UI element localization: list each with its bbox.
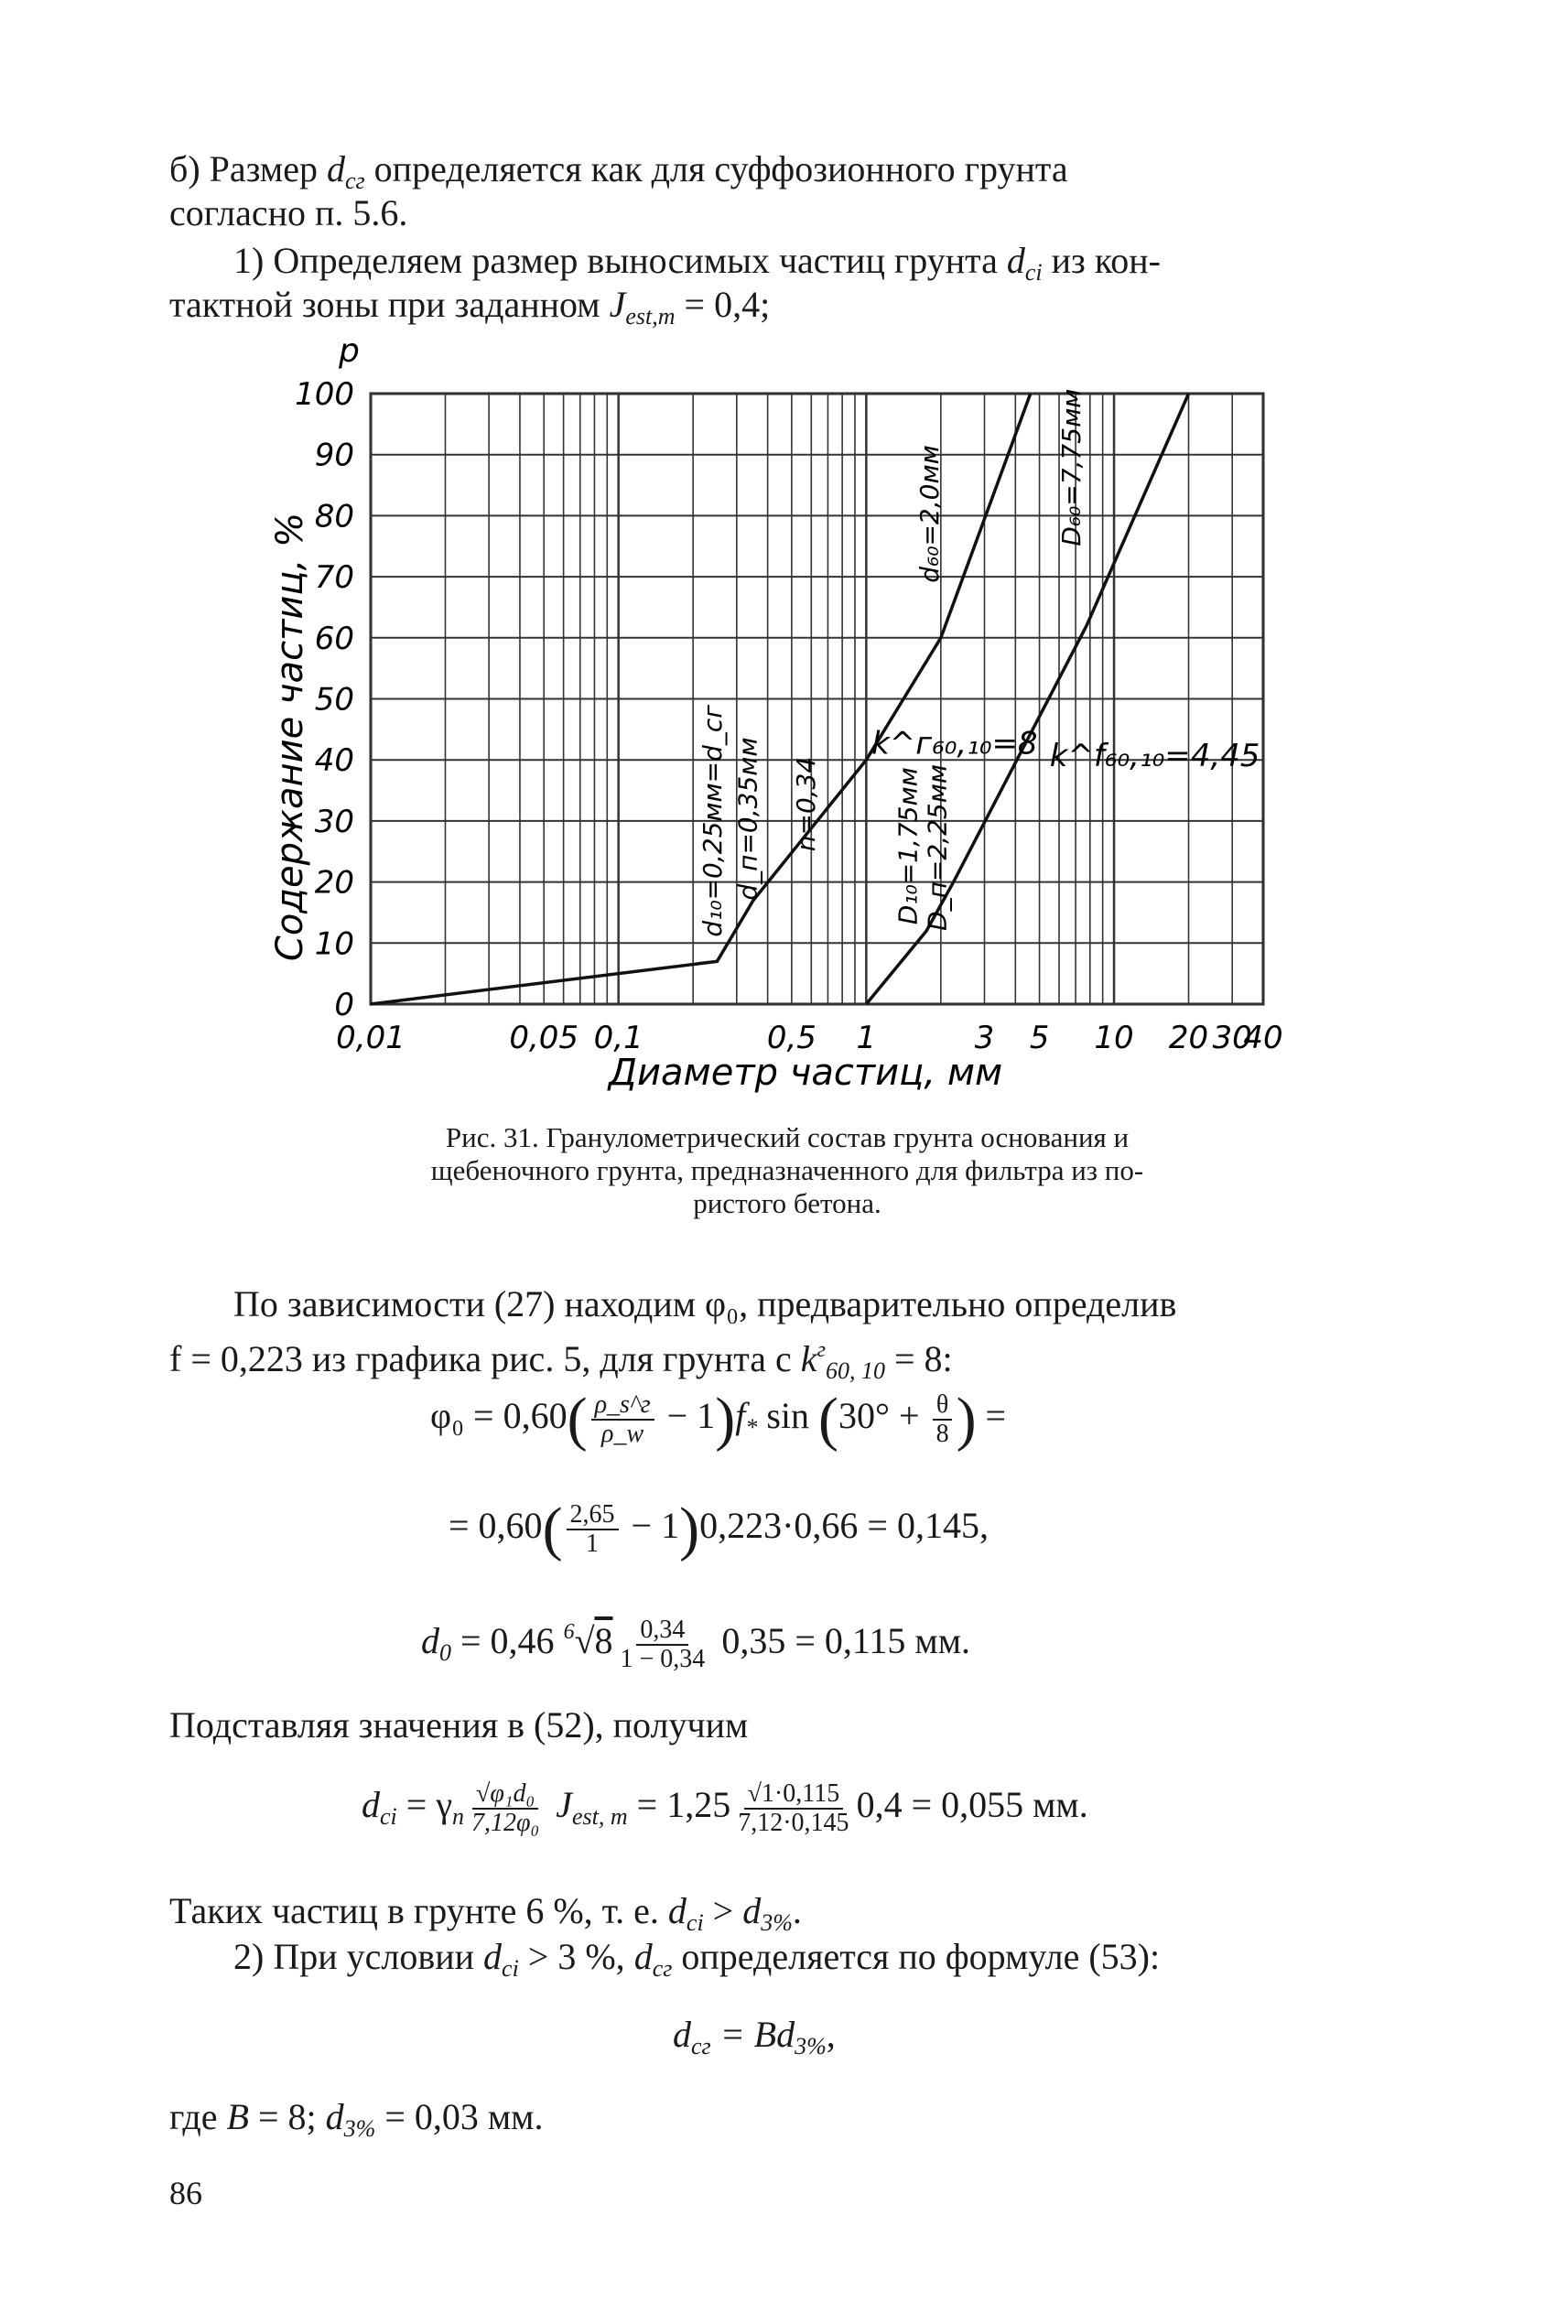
var: k: [800, 1338, 817, 1379]
figure-caption: [293, 1121, 1281, 1220]
chart-annotations: [697, 389, 1260, 937]
fraction: [567, 1501, 619, 1558]
var: d: [325, 2096, 344, 2137]
formula-phi0-cont: [449, 1496, 989, 1562]
formula-part: = 1,25: [627, 1784, 731, 1826]
text: > 3 %,: [518, 1936, 634, 1977]
chart-annotation: n=0,34: [791, 756, 822, 852]
var-sub: сг: [344, 168, 365, 194]
formula-part: =: [976, 1395, 1007, 1437]
paren: (: [567, 1386, 588, 1453]
formula-part: 0,35 = 0,115 мм.: [712, 1620, 971, 1661]
grain-size-chart: [247, 334, 1309, 1112]
var: d: [633, 1936, 653, 1977]
x-tick-label: 5: [1029, 1020, 1050, 1056]
x-tick-label: 0,1: [593, 1020, 643, 1056]
y-axis-label: Содержание частиц, %: [269, 512, 311, 962]
y-tick-label: 50: [314, 681, 354, 719]
chart-annotation: d₆₀=2,0мм: [914, 445, 945, 583]
paragraph-2: [233, 1936, 1160, 1990]
x-tick-label: 1: [856, 1020, 877, 1056]
caption-line: щебеночного грунта, предназначенного для фильтра из по-: [430, 1154, 1144, 1186]
y-tick-label: 0: [334, 987, 354, 1023]
fraction: [734, 1780, 852, 1837]
var-sub: n: [452, 1803, 464, 1831]
formula-part: 0,4 = 0,055 мм.: [856, 1784, 1088, 1826]
var: d: [362, 1784, 380, 1826]
y-tick-label: 10: [314, 925, 354, 963]
text: определяется как для суффозионного грунта: [364, 148, 1068, 189]
formula-part: sin: [757, 1395, 819, 1437]
frac-num: ρ_s^г: [591, 1391, 654, 1421]
var: B: [226, 2096, 249, 2137]
var-sub: 3%: [343, 2115, 376, 2142]
y-tick-label: 90: [314, 437, 354, 474]
text: тактной зоны при заданном: [169, 284, 610, 325]
text: >: [703, 1890, 743, 1931]
formula-part: = Bd: [710, 2014, 795, 2055]
formula-part: ,: [826, 2014, 836, 2055]
var-sub: 3%: [795, 2033, 827, 2059]
var-sub: est,m: [625, 303, 676, 330]
y-tick-label: 20: [314, 864, 354, 902]
var: J: [609, 284, 626, 325]
text: = 8:: [884, 1338, 953, 1379]
paren: ): [679, 1496, 700, 1562]
paren: (: [542, 1496, 563, 1562]
paragraph-where: [169, 2096, 544, 2150]
var: d: [483, 1936, 503, 1977]
frac-num: √φ₁d₀: [472, 1780, 538, 1810]
frac-den: ρ_w: [601, 1420, 644, 1448]
var-sub: *: [745, 1414, 758, 1442]
chart-annotation: k^г₆₀,₁₀=8: [871, 725, 1038, 762]
var-sup: г: [816, 1338, 826, 1362]
var-sub: 60, 10: [825, 1357, 885, 1384]
formula-part: = γ: [396, 1784, 452, 1826]
var: d: [1006, 240, 1025, 281]
frac-den: 1 − 0,34: [620, 1644, 706, 1673]
text: = 0,03 мм.: [375, 2096, 544, 2137]
fraction: [617, 1616, 709, 1673]
var-sub: est, m: [572, 1803, 628, 1831]
chart-ticks: [295, 376, 1283, 1056]
formula-part: = 0,46: [451, 1620, 564, 1661]
text: .: [792, 1890, 802, 1931]
formula-dcg: [673, 2014, 836, 2068]
text: = 8;: [248, 2096, 326, 2137]
chart-grid: [371, 394, 1263, 1004]
root-index: 6: [563, 1620, 575, 1644]
text: определяется по формуле (53):: [672, 1936, 1161, 1977]
chart-annotation: k^f₆₀,₁₀=4,45: [1049, 737, 1260, 774]
page-number: 86: [169, 2175, 202, 2211]
frac-den: 7,12·0,145: [738, 1809, 849, 1837]
text: = 0,4;: [675, 284, 771, 325]
var: d: [667, 1890, 687, 1931]
frac-num: 2,65: [567, 1501, 619, 1530]
var: d: [326, 148, 345, 189]
var-sub: ci: [502, 1955, 519, 1982]
var-sub: ci: [686, 1909, 704, 1936]
chart-annotation: d₁₀=0,25мм=d_сг: [697, 705, 729, 937]
x-tick-label: 20: [1168, 1020, 1209, 1056]
y-tick-label: 100: [295, 376, 354, 413]
text: из кон-: [1042, 240, 1161, 281]
caption-line: Рис. 31. Гранулометрический состав грунта основания и: [445, 1121, 1130, 1153]
var: d: [421, 1620, 439, 1661]
frac-num: √1·0,115: [744, 1780, 844, 1810]
var: J: [546, 1784, 572, 1826]
x-tick-label: 3: [974, 1020, 995, 1056]
chart-annotation: D_п=2,25мм: [922, 764, 953, 931]
y-tick-label: 80: [314, 498, 354, 535]
formula-part: − 1: [622, 1505, 680, 1547]
fraction: [933, 1391, 953, 1448]
var-sub: сг: [652, 1955, 673, 1982]
x-tick-label: 0,5: [766, 1020, 816, 1056]
text: 2) При условии: [233, 1936, 484, 1977]
paragraph-b-line2: согласно п. 5.6.: [169, 192, 408, 233]
y-tick-label: 40: [314, 742, 354, 780]
chart-annotation: d_п=0,35мм: [732, 737, 763, 901]
paragraph-1-line2: [169, 284, 770, 338]
var-sub: 3%: [761, 1909, 793, 1936]
paragraph-27-line1: По зависимости (27) находим φ₀, предварительно определив: [233, 1283, 1177, 1324]
x-tick-label: 30: [1212, 1020, 1252, 1056]
var-sub: сг: [691, 2033, 711, 2059]
x-tick-label: 40: [1243, 1020, 1283, 1056]
text: где: [169, 2096, 227, 2137]
x-tick-label: 0,01: [336, 1020, 406, 1056]
var-sub: ci: [1024, 259, 1043, 286]
y-tick-label: 30: [314, 803, 354, 840]
root-sign: √: [574, 1620, 595, 1661]
paren: (: [818, 1386, 838, 1453]
formula-d0: [421, 1611, 970, 1674]
text: f = 0,223 из графика рис. 5, для грунта с: [169, 1338, 801, 1379]
text: 1) Определяем размер выносимых частиц грунта: [233, 240, 1007, 281]
var: d: [742, 1890, 762, 1931]
var: d: [673, 2014, 691, 2055]
x-axis-label: Диаметр частиц, мм: [608, 1052, 1003, 1094]
text: Таких частиц в грунте 6 %, т. е.: [169, 1890, 668, 1931]
formula-phi0: [430, 1386, 1007, 1453]
frac-den: 8: [935, 1420, 949, 1448]
frac-den: 7,12φ₀: [471, 1809, 540, 1837]
root-body: 8: [594, 1620, 613, 1661]
frac-den: 1: [586, 1530, 600, 1558]
caption-line: ристого бетона.: [693, 1187, 881, 1219]
y-axis-top-label: p: [339, 334, 360, 370]
formula-part: − 1: [657, 1395, 716, 1437]
formula-part: 30° +: [838, 1395, 929, 1437]
y-tick-label: 70: [314, 559, 354, 597]
text: б) Размер: [169, 148, 327, 189]
paren: ): [715, 1386, 736, 1453]
formula-part: = 0,60: [449, 1505, 543, 1547]
chart-annotation: D₁₀=1,75мм: [892, 767, 924, 925]
y-tick-label: 60: [314, 620, 354, 657]
formula-part: 0,223·0,66 = 0,145,: [699, 1505, 989, 1547]
fraction: [591, 1391, 654, 1448]
var-sub: 0: [439, 1639, 451, 1666]
var: f: [735, 1395, 746, 1437]
fraction: [468, 1780, 543, 1837]
frac-num: θ: [933, 1391, 952, 1421]
var-sub: ci: [380, 1803, 397, 1831]
formula-dci: [362, 1780, 1088, 1838]
x-tick-label: 10: [1094, 1020, 1134, 1056]
paragraph-27-line2: [169, 1329, 953, 1392]
paren: ): [956, 1386, 977, 1453]
formula-part: φ₀ = 0,60: [430, 1395, 568, 1437]
x-tick-label: 0,05: [509, 1020, 579, 1056]
frac-num: 0,34: [636, 1616, 688, 1646]
chart-annotation: D₆₀=7,75мм: [1056, 388, 1087, 546]
paragraph-52: Подставляя значения в (52), получим: [169, 1704, 749, 1746]
